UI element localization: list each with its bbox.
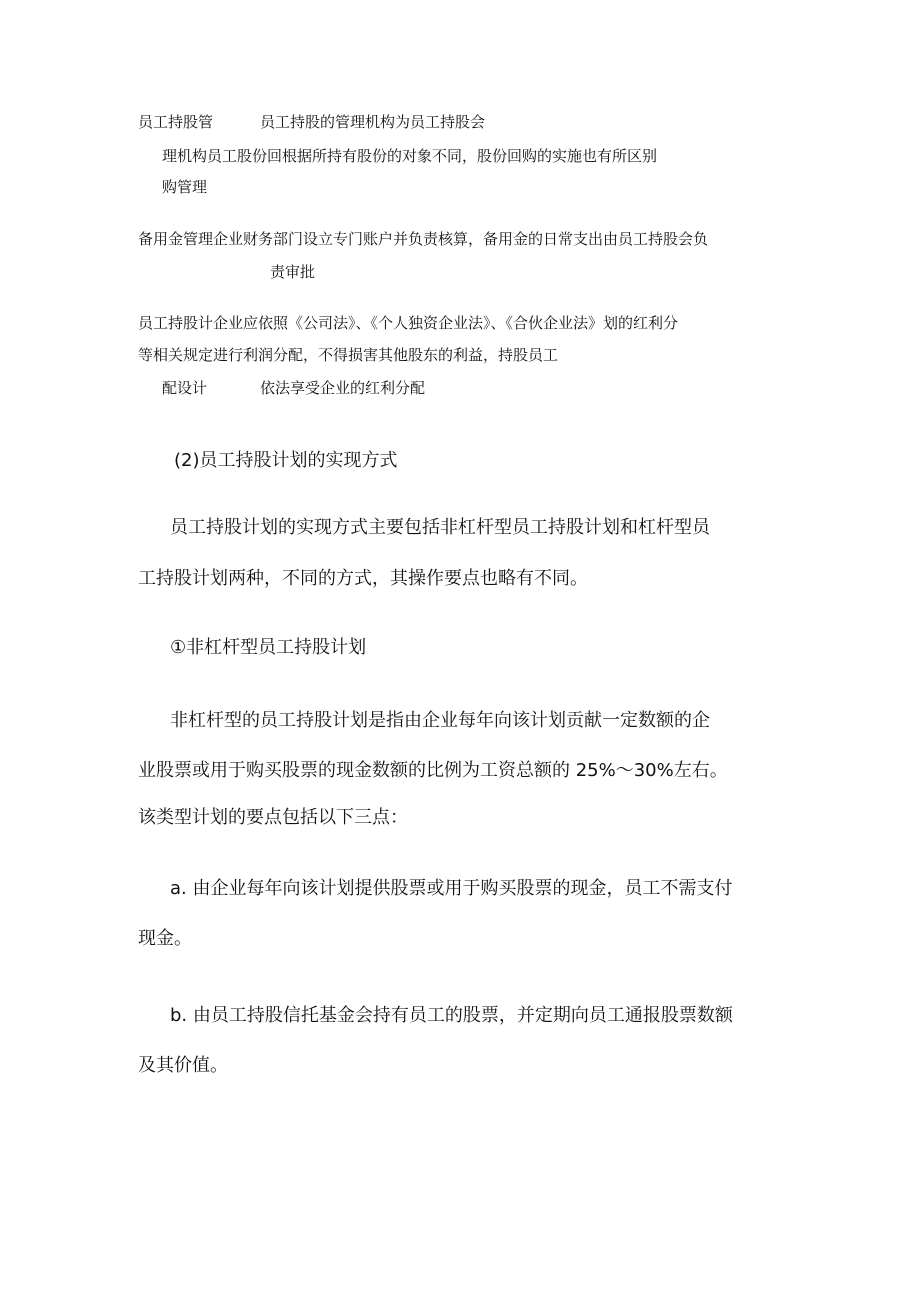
row-label: 配设计 bbox=[162, 379, 208, 397]
list-item-b-continuation: 及其价值。 bbox=[138, 1055, 228, 1076]
row-description: 员工持股的管理机构为员工持股会 bbox=[260, 113, 486, 131]
row-description: 员工股份回根据所持有股份的对象不同，股份回购的实施也有所区别 bbox=[207, 147, 658, 165]
row-label: 理机构 bbox=[162, 147, 208, 165]
paragraph-line: 该类型计划的要点包括以下三点： bbox=[138, 807, 408, 828]
row-text: 员工持股计企业应依照《公司法》、《个人独资企业法》、《合伙企业法》划的红利分 bbox=[138, 314, 679, 332]
row-label: 购管理 bbox=[162, 178, 208, 196]
paragraph-line: 员工持股计划的实现方式主要包括非杠杆型员工持股计划和杠杆型员 bbox=[170, 517, 710, 538]
section-heading: (2)员工持股计划的实现方式 bbox=[174, 450, 398, 471]
subsection-heading: ①非杠杆型员工持股计划 bbox=[170, 637, 367, 658]
paragraph-line: 业股票或用于购买股票的现金数额的比例为工资总额的 25%～30%左右。 bbox=[138, 760, 728, 781]
list-item-a: a. 由企业每年向该计划提供股票或用于购买股票的现金，员工不需支付 bbox=[170, 878, 733, 899]
list-item-b: b. 由员工持股信托基金会持有员工的股票，并定期向员工通报股票数额 bbox=[170, 1005, 733, 1026]
list-item-a-continuation: 现金。 bbox=[138, 928, 192, 949]
row-text: 责审批 bbox=[270, 263, 316, 281]
row-text: 等相关规定进行利润分配，不得损害其他股东的利益，持股员工 bbox=[138, 346, 559, 364]
paragraph-line: 非杠杆型的员工持股计划是指由企业每年向该计划贡献一定数额的企 bbox=[170, 710, 710, 731]
paragraph-line: 工持股计划两种，不同的方式，其操作要点也略有不同。 bbox=[138, 568, 588, 589]
row-text: 备用金管理企业财务部门设立专门账户并负责核算，备用金的日常支出由员工持股会负 bbox=[138, 230, 709, 248]
row-label: 员工持股管 bbox=[138, 113, 214, 131]
row-description: 依法享受企业的红利分配 bbox=[260, 379, 426, 397]
